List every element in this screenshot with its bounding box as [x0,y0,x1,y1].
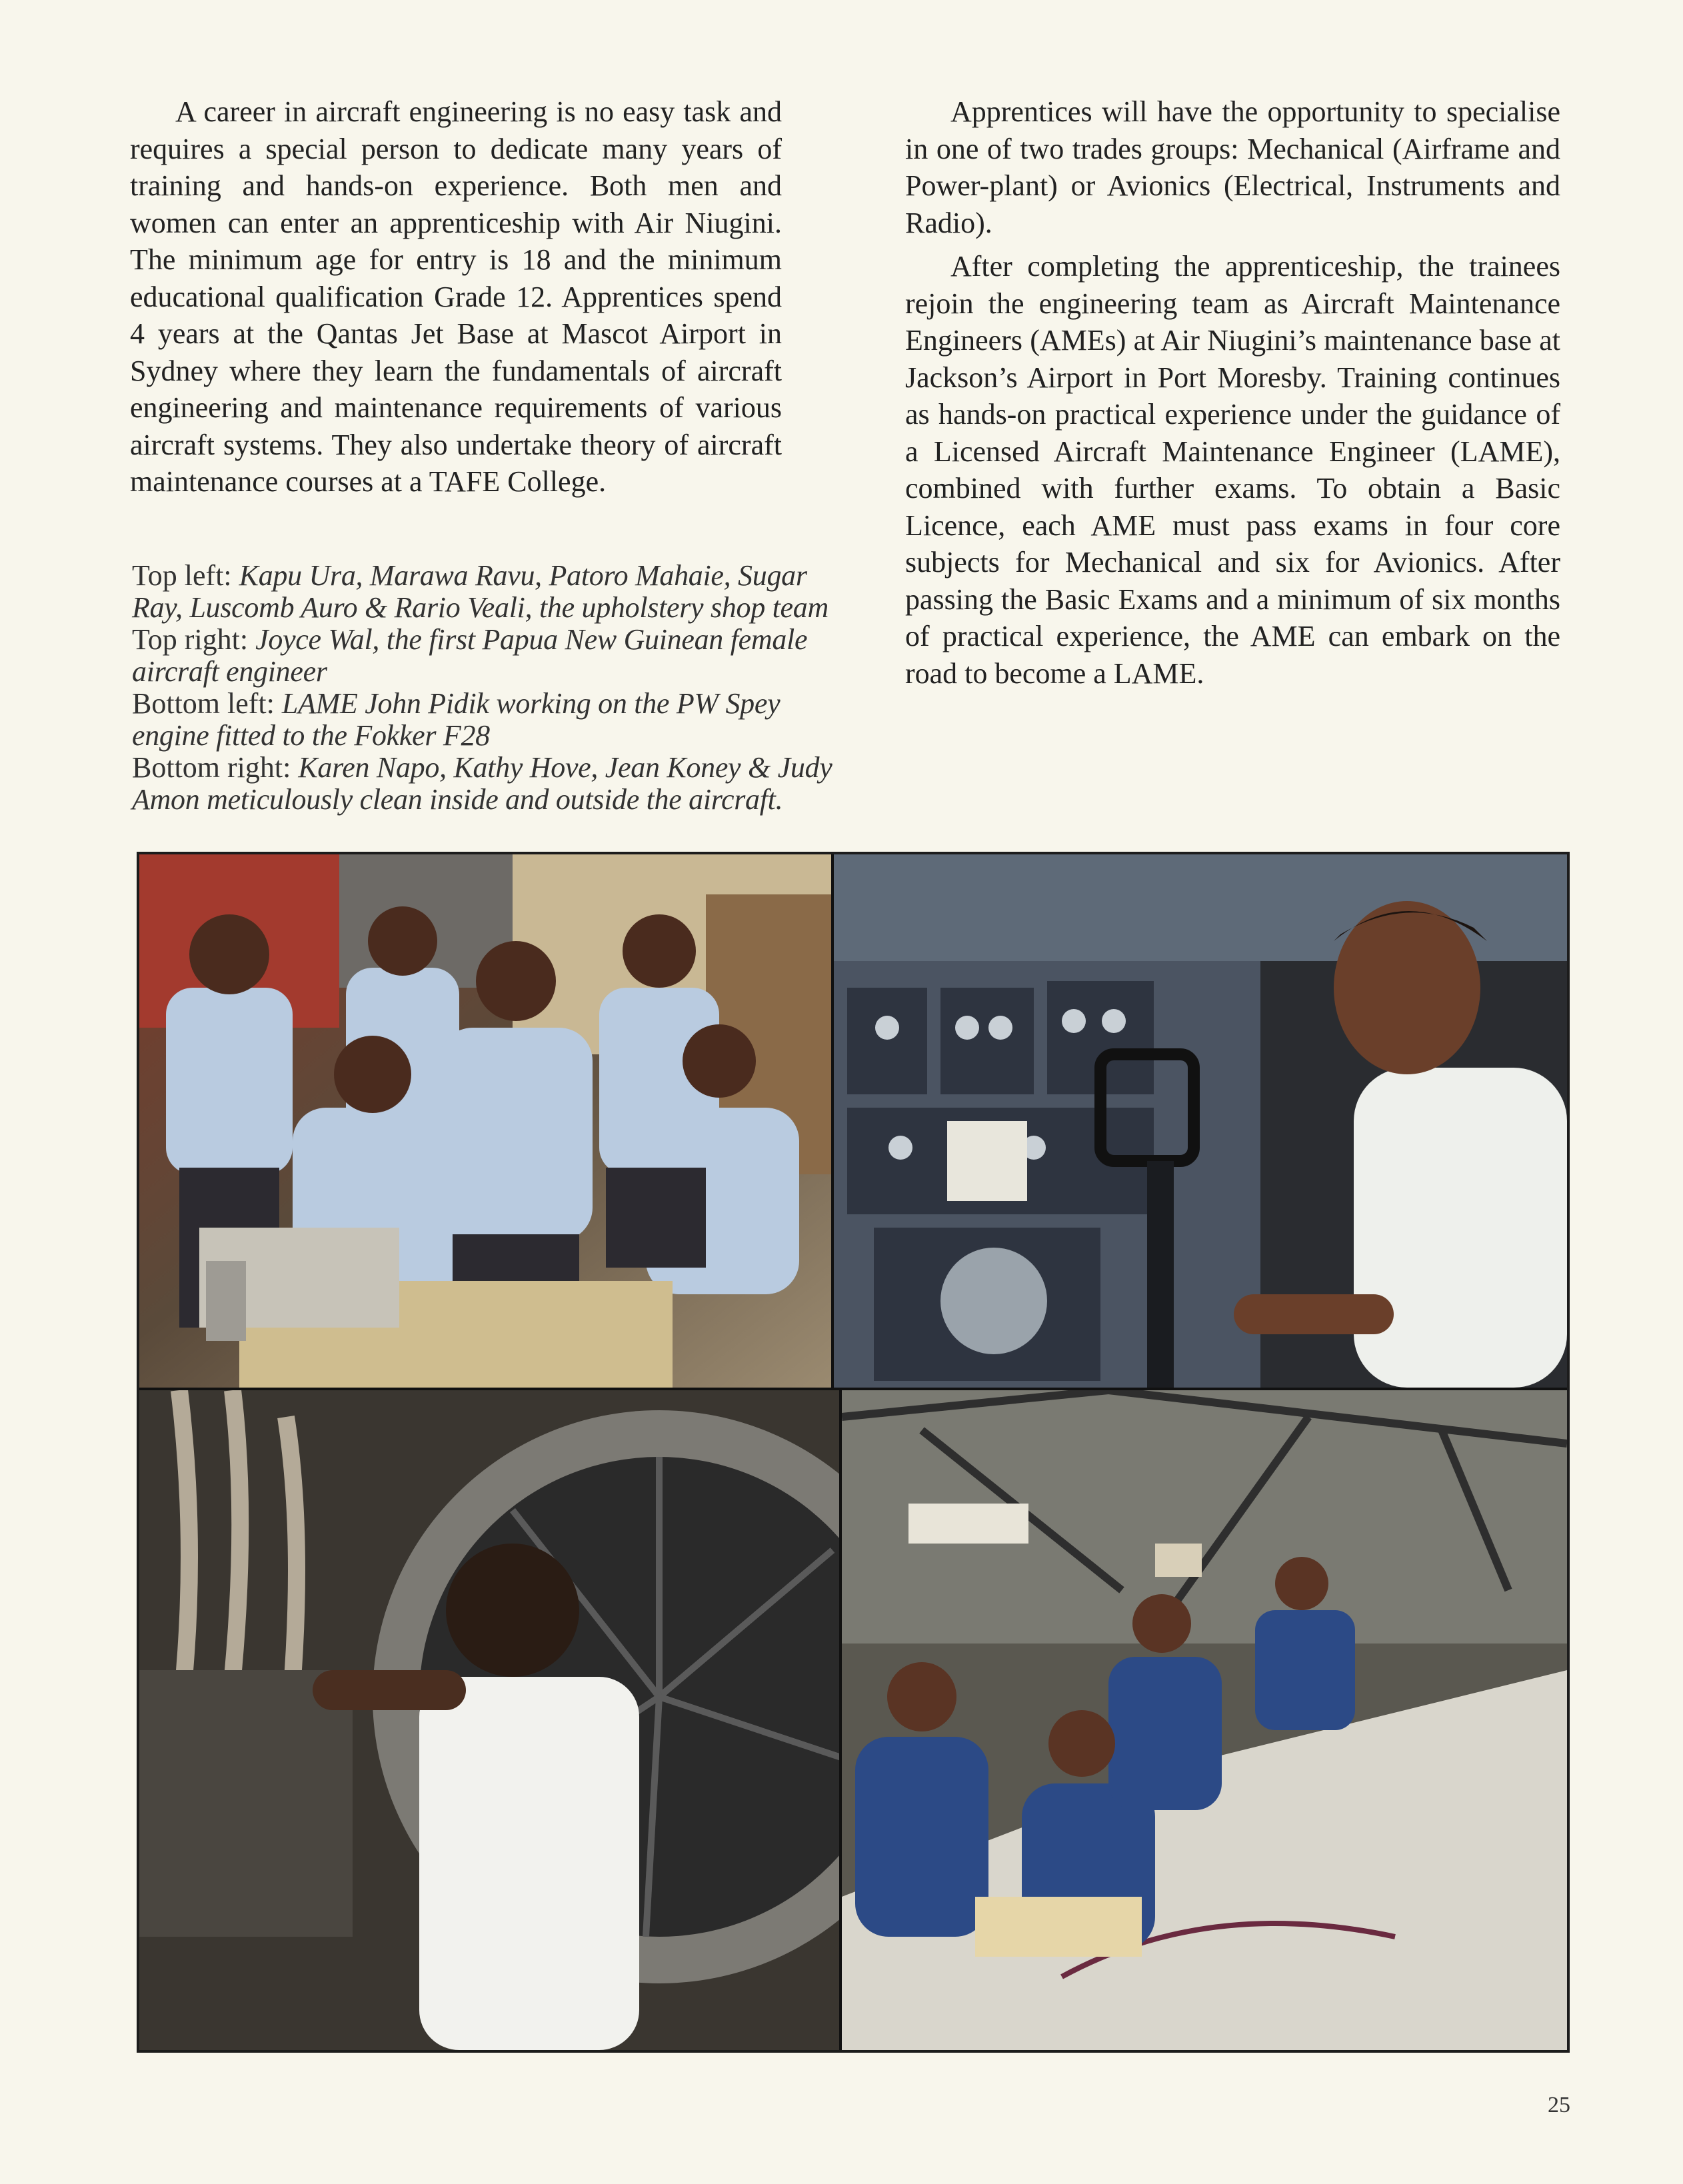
caption-position-label: Bottom right: [132,751,291,784]
caption-text: LAME John Pidik working on the PW Spey engine fitted to the Fokker F28 [132,687,781,752]
article-paragraph: A career in aircraft engineering is no easy task and requires a special person to dedicate many years of training and hands-on experience. Both men and women can enter an apprenticeship with Air Niugini. The minimum age for entry is 18 and the minimum educational qualification Grade 12. Apprentices spend 4 years at the Qantas Jet Base at Mascot Airport in Sydney where they learn the fundamentals of aircraft engineering and maintenance requirements of various aircraft systems. They also undertake theory of aircraft maintenance courses at a TAFE College. [130,95,782,498]
caption-top-right [132,624,846,688]
photo-cockpit-engineer-image [834,854,1567,1388]
caption-text: Kapu Ura, Marawa Ravu, Patoro Mahaie, Sugar Ray, Luscomb Auro & Rario Veali, the upholstery shop team [132,559,829,624]
caption-text: Karen Napo, Kathy Hove, Jean Koney & Judy Amon meticulously clean inside and outside the aircraft. [132,751,833,816]
caption-bottom-right [132,752,846,816]
caption-top-left [132,560,846,624]
caption-position-label: Top left: [132,559,232,592]
caption-position-label: Top right: [132,623,249,656]
caption-text: Joyce Wal, the first Papua New Guinean female aircraft engineer [132,623,808,688]
caption-bottom-left [132,688,846,752]
photo-engine-work-image [139,1390,839,2050]
photo-grid [137,852,1570,2053]
article-paragraph: After completing the apprenticeship, the trainees rejoin the engineering team as Aircraft Maintenance Engineers (AMEs) at Air Niugini’s maintenance base at Jackson’s Airport in Port Moresby. Training continues as hands-on practical experience under the guidance of a Licensed Aircraft Maintenance Engineer (LAME), combined with further exams. To obtain a Basic Licence, each AME must pass exams in four core subjects for Mechanical and six for Avionics. After passing the Basic Exams and a minimum of six months of practical experience, the AME can embark on the road to become a LAME. [905,250,1560,690]
photo-cleaning-crew-image [842,1390,1567,2050]
page-number: 25 [1548,2093,1570,2117]
photo-captions [132,560,846,816]
caption-position-label: Bottom left: [132,687,275,720]
photo-cockpit-engineer [834,854,1567,1388]
photo-cleaning-crew [842,1390,1567,2050]
article-right-column [905,93,1560,698]
photo-upholstery-team [139,854,831,1388]
article-left-column [130,93,782,507]
photo-engine-work [139,1390,839,2050]
photo-upholstery-team-image [139,854,831,1388]
article-paragraph: Apprentices will have the opportunity to specialise in one of two trades groups: Mechanical (Airframe and Power-plant) or Avionics (Electrical, Instruments and Radio). [905,95,1560,239]
